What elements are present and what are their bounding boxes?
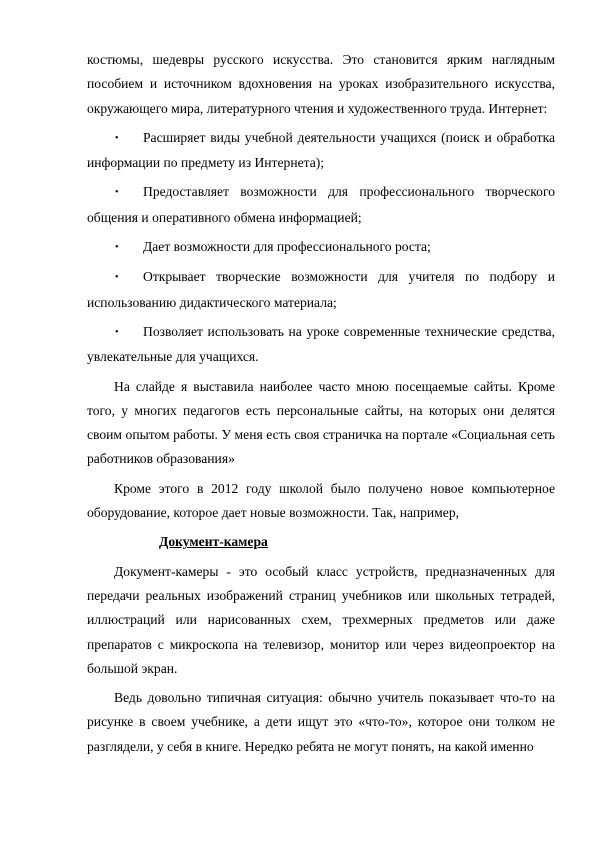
- bullet-marker: •: [115, 187, 119, 199]
- bullet-marker: •: [115, 132, 119, 144]
- bullet-item-4: [87, 265, 555, 315]
- intro-paragraph: костюмы, шедевры русского искусства. Это становится ярким наглядным пособием и источником вдохновения на уроках изобразительного искусства, окружающего мира, литературного чтения и художественного труда. Интернет:: [87, 52, 555, 116]
- bullet-marker: •: [115, 242, 119, 254]
- bullet-marker: •: [115, 326, 119, 338]
- bullet-text: Расширяет виды учебной деятельности учащихся (поиск и обработка информации по предмету из Интернета);: [87, 129, 555, 171]
- bullet-item-3: [87, 235, 555, 260]
- bullet-marker: •: [115, 272, 119, 284]
- situation-paragraph: Ведь довольно типичная ситуация: обычно учитель показывает что-то на рисунке в своем учебнике, а дети ищут это «что-то», которое они толком не разглядели, у себя в книге. Нередко ребята не могут понять, на какой именно: [87, 690, 555, 754]
- bullet-text: Открывает творческие возможности для учителя по подбору и использованию дидактического материала;: [87, 269, 555, 310]
- slide-paragraph: На слайде я выставила наиболее часто мною посещаемые сайты. Кроме того, у многих педагогов есть персональные сайты, на которых они делятся своим опытом работы. У меня есть своя страничка на портале «Социальная сеть работников образования»: [87, 378, 555, 467]
- bullet-item-5: [87, 320, 555, 370]
- camera-paragraph: Документ-камеры - это особый класс устройств, предназначенных для передачи реальных изображений страниц учебников или школьных тетрадей, иллюстраций или нарисованных схем, трехмерных предметов или даже препаратов с микроскопа на телевизор, монитор или через видеопроектор на большой экран.: [87, 563, 555, 676]
- bullet-item-1: [87, 126, 555, 176]
- equipment-paragraph: Кроме этого в 2012 году школой было получено новое компьютерное оборудование, которое дает новые возможности. Так, например,: [87, 480, 555, 521]
- bullet-text: Предоставляет возможности для профессионального творческого общения и оперативного обмена информацией;: [87, 184, 555, 225]
- bullet-text: Дает возможности для профессионального роста;: [143, 239, 431, 255]
- bullet-text: Позволяет использовать на уроке современные технические средства, увлекательные для учащихся.: [87, 323, 555, 365]
- bullet-item-2: [87, 180, 555, 230]
- section-heading: Документ-камера: [159, 534, 268, 550]
